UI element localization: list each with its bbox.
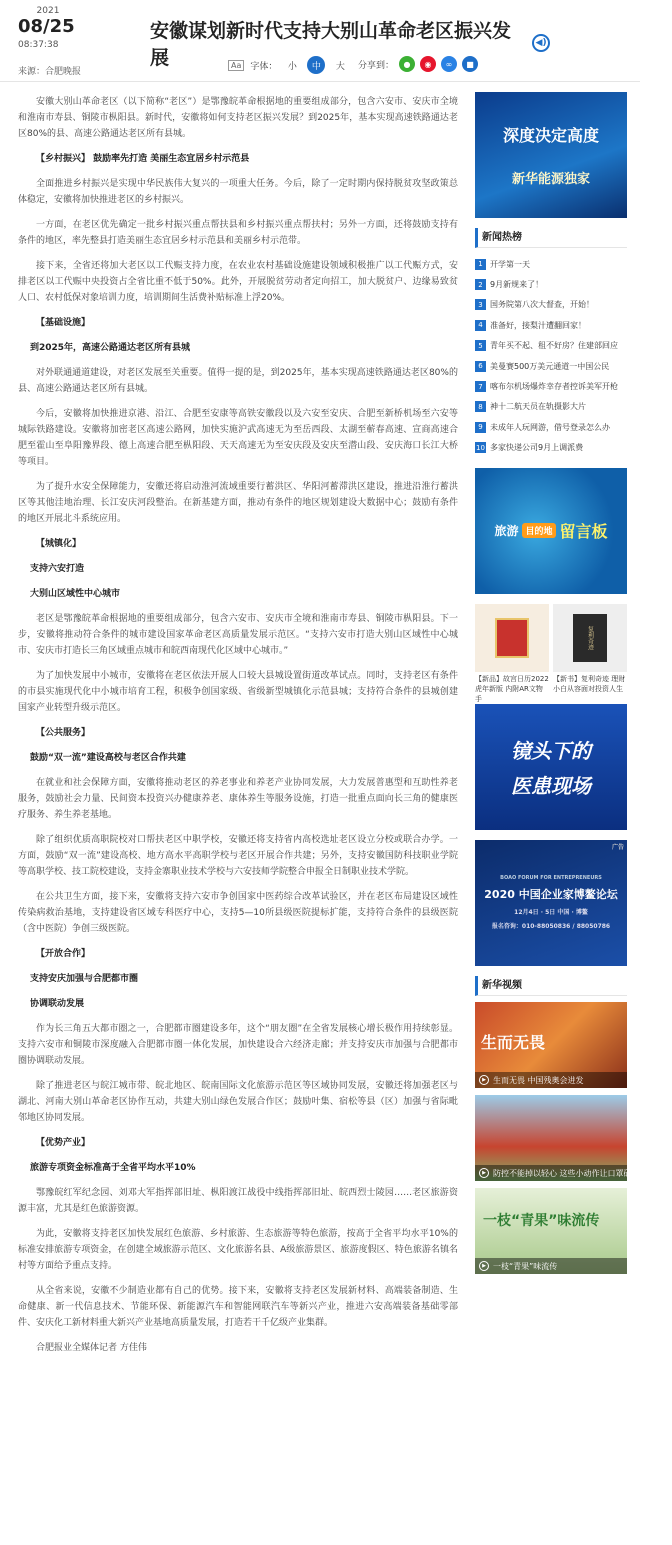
hot-news-text: 9月新规来了！ <box>490 280 544 290</box>
article-paragraph: 除了推进老区与皖江城市带、皖北地区、皖南国际文化旅游示范区等区域协同发展，安徽还将加强老区与湖北、河南大别山革命老区协作互动，共建大别山绿色发展合作区；鼓励叶集、宿松等县（区）加强与省际毗邻地区协同发展。 <box>18 1081 458 1123</box>
hot-news-text: 青年买不起、租不好房？住建部回应 <box>490 341 618 351</box>
share-label: 分享到： <box>358 60 395 71</box>
font-size-label: 字体： <box>250 61 278 72</box>
section-subheading: 到2025年，高速公路通达老区所有县城 <box>30 343 191 353</box>
hot-news-rank: 2 <box>475 279 486 290</box>
hot-news-title: 新闻热榜 <box>475 228 627 248</box>
share-bar <box>358 56 478 72</box>
ad-travel-badge: 目的地 <box>522 523 555 538</box>
hot-news-rank: 5 <box>475 340 486 351</box>
page-title <box>150 16 550 70</box>
hot-news-rank: 3 <box>475 299 486 310</box>
section-heading: 【乡村振兴】 鼓励率先打造 美丽生态宜居乡村示范县 <box>36 154 250 164</box>
ad-medical-line1: 镜头下的 <box>511 738 591 763</box>
book-image-compound <box>553 604 627 672</box>
hot-news-rank: 1 <box>475 259 486 270</box>
play-icon: ▶ <box>479 1075 489 1085</box>
article-paragraph: 为了加快发展中小城市，安徽将在老区依法开展人口较大县城设置街道改革试点。同时，支持老区有条件的市县实施现代化中小城市培育工程，积极争创国家级、省级新型城镇化示范县城；支持符合条件的县城创建国家产业转型升级示范区。 <box>18 671 458 713</box>
ad-energy-headline: 深度决定高度 <box>502 126 599 145</box>
font-size-large-button[interactable]: 大 <box>335 61 345 72</box>
ad-banner-energy[interactable] <box>475 92 627 218</box>
sidebar <box>475 92 672 1281</box>
video-item[interactable] <box>475 1002 627 1088</box>
ad-banner-medical[interactable] <box>475 704 627 830</box>
article-paragraph: 对外联通通道建设，对老区发展至关重要。值得一提的是，到2025年，基本实现高速铁路通达老区80%的县、高速公路通达老区所有县城。 <box>18 368 458 394</box>
hot-news-text: 美曼赛500万美元通道一中国公民 <box>490 361 610 371</box>
date-month-day: 08/25 <box>18 16 75 37</box>
ad-forum-en: BOAO FORUM FOR ENTREPRENEURS <box>500 875 602 882</box>
hot-news-rank: 9 <box>475 422 486 433</box>
hot-news-item[interactable] <box>475 417 627 437</box>
book-row <box>475 604 627 703</box>
hot-news-rank: 4 <box>475 320 486 331</box>
article-paragraph: 安徽大别山革命老区（以下简称“老区”）是鄂豫皖革命根据地的重要组成部分，包含六安市、安庆市全境和淮南市寿县、铜陵市枞阳县。新时代，安徽将如何支持老区振兴发展？到2025年，基本实现高速铁路通达老区80%的县、高速公路通达老区所有县城。 <box>18 97 458 139</box>
book-caption: 【新品】故宫日历2022虎年新版 内附AR文物手 <box>475 674 549 703</box>
ad-banner-travel[interactable] <box>475 468 627 594</box>
hot-news-rank: 10 <box>476 443 485 452</box>
date-year: 2021 <box>36 6 60 16</box>
section-subheading: 旅游专项资金标准高于全省平均水平10% <box>30 1163 196 1173</box>
hot-news-list <box>475 254 627 458</box>
hot-news-text: 神十二航天员在轨摄影大片 <box>490 402 586 412</box>
section-heading: 【优势产业】 <box>36 1138 91 1148</box>
ad-forum-date: 12月4日 · 5日 中国 · 博鳌 <box>514 909 588 917</box>
section-subheading: 鼓励“双一流”建设高校与老区合作共建 <box>30 753 186 763</box>
hot-news-text: 准备好，接梨汁遭翻回家！ <box>490 320 586 330</box>
article-paragraph: 作为长三角五大都市圈之一，合肥都市圈建设多年，这个“朋友圈”在全省发展核心增长极作用持续彰显。支持六安市和铜陵市深度融入合肥都市圈一体化发展，加快建设合六经济走廊；并支持安庆市加强与合肥都市圈协调联动发展。 <box>18 1024 458 1066</box>
link-share-icon[interactable]: ∞ <box>441 56 457 72</box>
book-caption: 【新书】复利奇迹 理财小白从容面对投资人生 <box>553 674 626 693</box>
hot-news-text: 喀布尔机场爆炸幸存者控诉美军开枪 <box>490 382 618 392</box>
ad-energy-subline: 新华能源独家 <box>511 172 590 187</box>
ad-forum-title: 2020 中国企业家博鳌论坛 <box>484 888 618 902</box>
wechat-share-icon[interactable]: ● <box>399 56 415 72</box>
section-subheading: 支持六安打造 <box>30 564 85 574</box>
play-icon: ▶ <box>479 1168 489 1178</box>
video-caption: 防控不能掉以轻心 这些小动作让口罩破了个“寂寞” <box>475 1165 627 1181</box>
hot-news-rank: 7 <box>475 381 486 392</box>
hot-news-item[interactable] <box>475 315 627 335</box>
article-paragraph: 全面推进乡村振兴是实现中华民族伟大复兴的一项重大任务。今后，除了一定时期内保持脱贫攻坚政策总体稳定，安徽将加快推进老区的乡村振兴。 <box>18 179 458 205</box>
ad-travel-text2: 留言板 <box>559 522 608 542</box>
article-paragraph: 鄂豫皖红军纪念园、刘邓大军指挥部旧址、枞阳渡江战役中线指挥部旧址、皖西烈士陵园……老区旅游资源丰富，尤其是红色旅游资源。 <box>18 1188 458 1214</box>
ad-banner-forum[interactable] <box>475 840 627 966</box>
hot-news-item[interactable] <box>475 295 627 315</box>
hot-news-item[interactable] <box>475 356 627 376</box>
hot-news-text: 国务院第八次大督查，开始！ <box>490 300 594 310</box>
article-body <box>18 94 458 1365</box>
section-subheading: 大别山区域性中心城市 <box>30 589 121 599</box>
book-cover-title: 复利奇迹 <box>573 614 607 662</box>
hot-news-text: 未成年人玩网游，借号登录怎么办 <box>490 422 610 432</box>
ad-travel-text1: 旅游 <box>494 524 519 539</box>
hot-news-rank: 8 <box>475 401 486 412</box>
page-title-text: 安徽谋划新时代支持大别山革命老区振兴发展 <box>150 20 512 69</box>
audio-play-icon[interactable]: ◀) <box>532 34 550 52</box>
book-item-compound[interactable] <box>553 604 627 694</box>
font-size-small-button[interactable]: 小 <box>287 61 297 72</box>
article-paragraph: 接下来，全省还将加大老区以工代赈支持力度，在农业农村基础设施建设领域积极推广以工代赈方式，安排老区以工代赈中央投资占全省比重不低于50%。此外，开展脱贫劳动者定向招工，加大脱贫户、边缘易致贫人口、农村低保对象培训力度，培训期间生活费补贴标准上浮20%。 <box>18 261 458 303</box>
article-paragraph: 为了提升水安全保障能力，安徽还将启动淮河流域重要行蓄洪区、华阳河蓄滞洪区建设，推进沿淮行蓄洪区等其他洼地治理、长江安庆河段整治。在新基建方面，推动有条件的地区规划建设大数据中心；鼓励有条件的地区开展北斗系统应用。 <box>18 482 458 524</box>
font-icon: Aa <box>228 60 244 71</box>
article-paragraph: 除了组织优质高职院校对口帮扶老区中职学校，安徽还将支持省内高校选址老区设立分校或联合办学。一方面，鼓励“双一流”建设高校、地方高水平高职学校与老区开展合作共建；另外，支持安徽国防科技职业学院等高职学校、技工院校建设，支持金寨职业技术学校与六安技师学院整合申报全日制职业技术学院。 <box>18 835 458 877</box>
date-block <box>18 6 78 50</box>
section-subheading: 协调联动发展 <box>30 999 85 1009</box>
book-item-calendar[interactable] <box>475 604 549 703</box>
hot-news-item[interactable] <box>475 397 627 417</box>
video-item[interactable] <box>475 1095 672 1181</box>
ad-forum-contact: 报名咨询：010-88050836 / 88050786 <box>491 923 611 931</box>
hot-news-item[interactable] <box>475 376 627 396</box>
font-size-tools <box>228 56 349 74</box>
video-overlay-text: 一枝“青果”味流传 <box>483 1212 600 1229</box>
section-heading: 【城镇化】 <box>36 539 82 549</box>
article-source: 来源：合肥晚报 <box>18 67 82 77</box>
article-paragraph: 在公共卫生方面，接下来，安徽将支持六安市争创国家中医药综合改革试验区，并在老区布局建设区域性传染病救治基地，支持建设省区域专科医疗中心，支持5—10所县级医院提标扩能，支持符合条件的县级医院（含中医院）争创三级医院。 <box>18 892 458 934</box>
ad-label: 广告 <box>611 843 624 851</box>
article-paragraph: 老区是鄂豫皖革命根据地的重要组成部分，包含六安市、安庆市全境和淮南市寿县、铜陵市枞阳县。下一步，安徽将推动符合条件的城市建设国家革命老区高质量发展示范区。“支持六安市打造大别山区域性中心城市、安庆市打造长三角区域重点城市和皖西南现代化区域中心城市。” <box>18 614 458 656</box>
font-size-medium-button[interactable]: 中 <box>307 56 325 74</box>
section-heading: 【基础设施】 <box>36 318 91 328</box>
article-paragraph: 从全省来说，安徽不少制造业都有自己的优势。接下来，安徽将支持老区发展新材料、高端装备制造、生命健康、新一代信息技术、节能环保、新能源汽车和智能网联汽车等新兴产业，推进六安高端装备基础零部件、安庆化工新材料重大新兴产业基地高质量发展，打造若干千亿级产业集群。 <box>18 1286 458 1328</box>
article-paragraph: 今后，安徽将加快推进京港、沿江、合肥至安康等高铁安徽段以及六安至安庆、合肥至新桥机场至六安等城际铁路建设。安徽将加密老区高速公路网，加快实施沪武高速无为至岳西段、太湖至蕲春高速、宣商高速合肥至霍山至阜阳豫界段、德上高速合肥至枞阳段、天天高速无为至安庆段及安庆至潜山段、安庆海口长江大桥等项目。 <box>18 409 458 467</box>
video-overlay-text: 生而无畏 <box>481 1032 546 1052</box>
hot-news-item[interactable] <box>475 254 627 274</box>
hot-news-text: 多家快递公司9月上调派费 <box>490 443 584 453</box>
publish-time: 08:37:38 <box>18 40 59 50</box>
article-header <box>0 0 640 82</box>
article-paragraph: 在就业和社会保障方面，安徽将推动老区的养老事业和养老产业协同发展，大力发展普惠型和互助性养老服务，鼓励社会力量、民间资本投资兴办健康养老、康体养生等服务设施，打造一批重点面向长三角的健康医疗服务、养生养老基地。 <box>18 778 458 820</box>
article-paragraph: 一方面，在老区优先确定一批乡村振兴重点帮扶县和乡村振兴重点帮扶村；另外一方面，还将鼓励支持有条件的地区，率先整县打造美丽生态宜居乡村示范县和美丽乡村示范带。 <box>18 220 458 246</box>
article-paragraph: 为此，安徽将支持老区加快发展红色旅游、乡村旅游、生态旅游等特色旅游，按高于全省平均水平10%的标准安排旅游专项资金，在创建全域旅游示范区、文化旅游名县、A级旅游景区、旅游度假区、特色旅游名镇名村等方面给予重点支持。 <box>18 1229 458 1271</box>
weibo-share-icon[interactable]: ◉ <box>420 56 436 72</box>
book-image-calendar <box>475 604 549 672</box>
video-section-title: 新华视频 <box>475 976 627 996</box>
section-subheading: 支持安庆加强与合肥都市圈 <box>30 974 139 984</box>
video-caption: 生而无畏 中国残奥会进发 <box>475 1072 627 1088</box>
hot-news-rank: 6 <box>475 361 486 372</box>
hot-news-item[interactable] <box>475 274 627 294</box>
section-heading: 【开放合作】 <box>36 949 91 959</box>
play-icon: ▶ <box>479 1261 489 1271</box>
article-paragraph: 合肥报业全媒体记者 方佳伟 <box>36 1343 147 1353</box>
section-heading: 【公共服务】 <box>36 728 91 738</box>
video-item[interactable] <box>475 1188 627 1274</box>
ad-medical-line2: 医患现场 <box>511 773 591 798</box>
qzone-share-icon[interactable]: ■ <box>462 56 478 72</box>
hot-news-item[interactable] <box>475 336 627 356</box>
video-caption: 一枝“青果”味流传 <box>475 1258 627 1274</box>
hot-news-text: 开学第一天 <box>490 259 530 269</box>
hot-news-item[interactable] <box>475 438 627 458</box>
